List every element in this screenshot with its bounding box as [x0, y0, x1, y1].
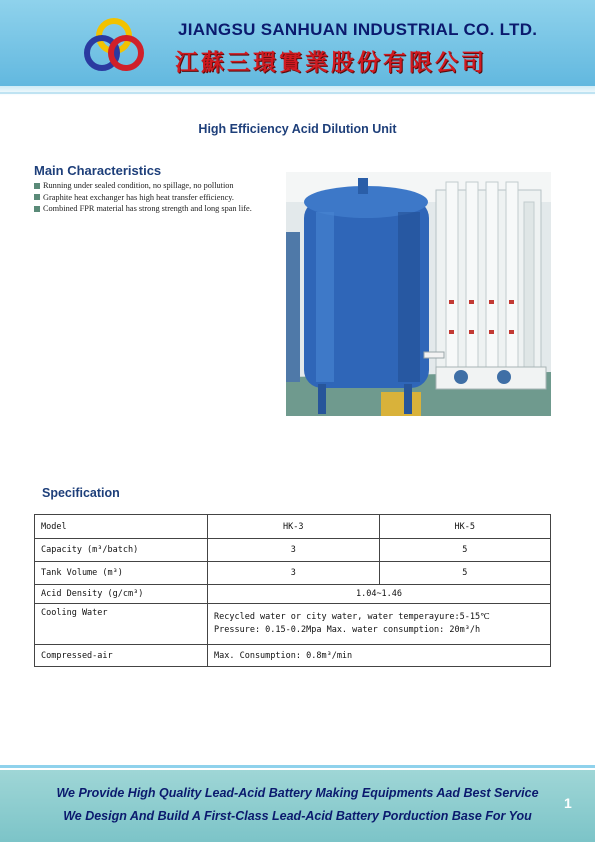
cell-capacity-hk3: 3	[208, 539, 380, 562]
row-label-acid-density: Acid Density (g/cm³)	[35, 585, 208, 604]
cell-acid-density: 1.04~1.46	[208, 585, 551, 604]
characteristic-item	[34, 203, 274, 215]
characteristic-item	[34, 192, 274, 204]
header-divider	[0, 92, 595, 94]
cooling-water-line2: Pressure: 0.15-0.2Mpa Max. water consumption: 20m³/h	[214, 625, 481, 635]
row-label-tank-volume: Tank Volume (m³)	[35, 562, 208, 585]
bullet-square-icon	[34, 194, 40, 200]
acid-dilution-unit-illustration	[286, 172, 551, 416]
cell-model-hk3: HK-3	[208, 515, 380, 539]
specification-table	[34, 514, 551, 667]
row-label-compressed-air: Compressed-air	[35, 645, 208, 667]
company-name-chinese: 江蘇三環實業股份有限公司	[175, 49, 487, 76]
table-row	[35, 604, 551, 645]
table-row	[35, 645, 551, 667]
table-row	[35, 539, 551, 562]
company-name-english: JIANGSU SANHUAN INDUSTRIAL CO. LTD.	[178, 20, 538, 39]
header-stripe	[0, 86, 595, 96]
specification-heading: Specification	[42, 486, 120, 500]
characteristic-text: Graphite heat exchanger has high heat transfer efficiency.	[43, 192, 234, 202]
cell-tank-volume-hk3: 3	[208, 562, 380, 585]
footer-band	[0, 770, 595, 842]
row-label-capacity: Capacity (m³/batch)	[35, 539, 208, 562]
cell-cooling-water	[208, 604, 551, 645]
table-row	[35, 585, 551, 604]
main-characteristics-heading: Main Characteristics	[34, 163, 162, 178]
bullet-square-icon	[34, 206, 40, 212]
characteristic-text: Combined FPR material has strong strength and long span life.	[43, 204, 252, 213]
footer-divider	[0, 765, 595, 768]
cell-model-hk5: HK-5	[379, 515, 551, 539]
footer-slogan-2: We Design And Build A First-Class Lead-Acid Battery Porduction Base For You	[63, 809, 532, 823]
cell-capacity-hk5: 5	[379, 539, 551, 562]
cell-compressed-air: Max. Consumption: 0.8m³/min	[208, 645, 551, 667]
page-number: 1	[564, 795, 572, 811]
footer-slogan-1: We Provide High Quality Lead-Acid Battery Making Equipments Aad Best Service	[56, 786, 539, 800]
company-logo	[82, 16, 146, 74]
table-row	[35, 562, 551, 585]
table-row	[35, 515, 551, 539]
cell-tank-volume-hk5: 5	[379, 562, 551, 585]
characteristic-text: Running under sealed condition, no spillage, no pollution	[43, 181, 234, 190]
row-label-model: Model	[35, 515, 208, 539]
page-title: High Efficiency Acid Dilution Unit	[198, 122, 397, 136]
product-photo	[286, 172, 551, 416]
characteristics-list	[34, 180, 274, 215]
characteristic-item	[34, 180, 274, 192]
row-label-cooling-water: Cooling Water	[35, 604, 208, 645]
bullet-square-icon	[34, 183, 40, 189]
cooling-water-line1: Recycled water or city water, water temperayure:5-15℃	[214, 612, 490, 622]
